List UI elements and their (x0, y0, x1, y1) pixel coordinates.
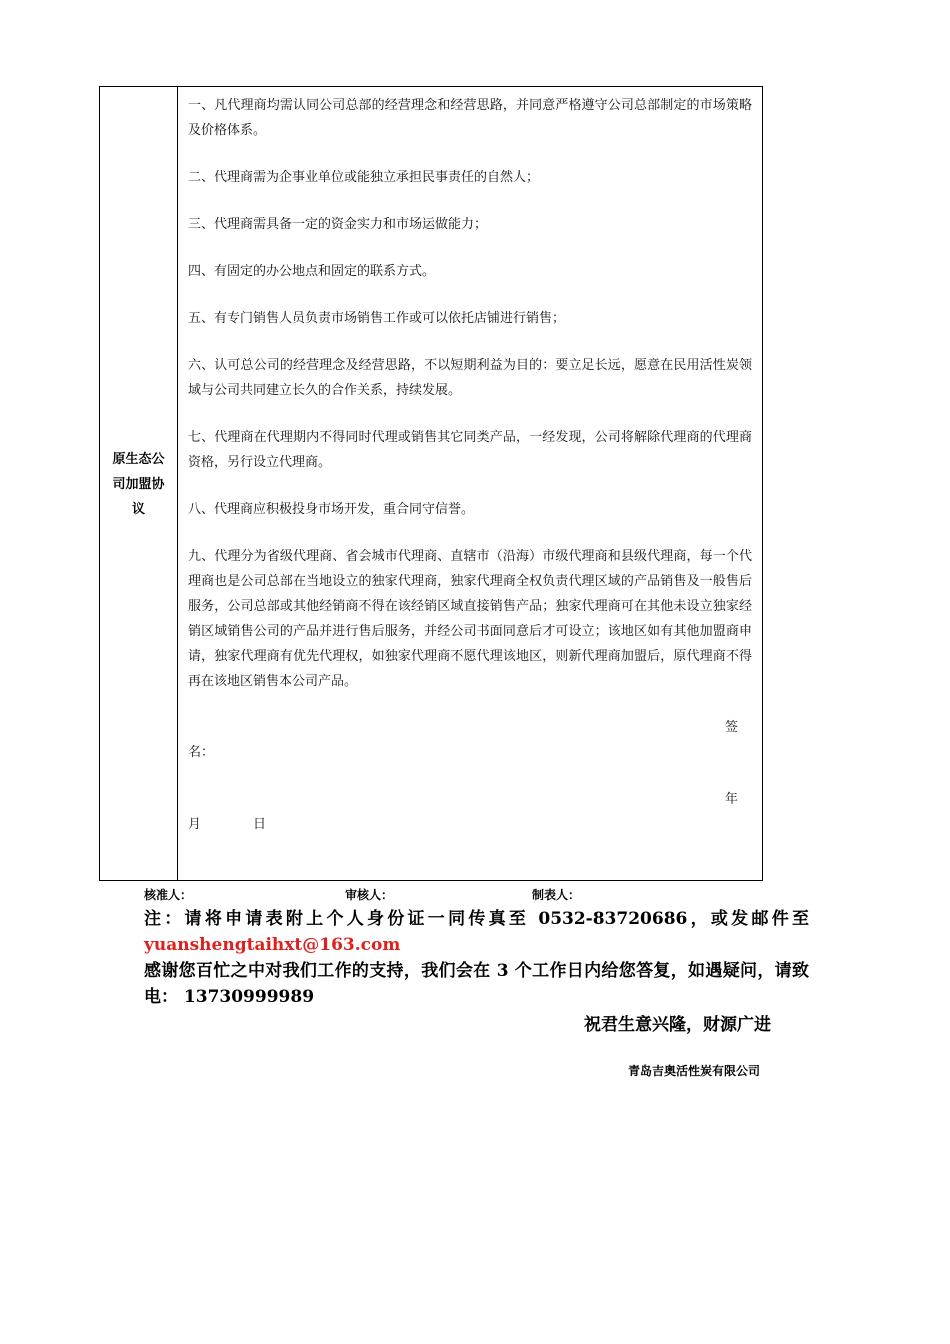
company-name: 青岛吉奥活性炭有限公司 (628, 1064, 761, 1078)
approver-label: 核准人： (144, 888, 193, 902)
signature-label-b: 名： (188, 745, 215, 760)
date-month-label: 月 (188, 817, 202, 832)
clause-4: 四、有固定的办公地点和固定的联系方式。 (188, 264, 436, 279)
date-month-day (188, 812, 752, 837)
signature-label-a: 签 (724, 720, 738, 735)
agreement-label: 原生态公司加盟协议 (112, 451, 165, 516)
date-day-label: 日 (253, 817, 267, 832)
clause-2: 二、代理商需为企事业单位或能独立承担民事责任的自然人； (188, 170, 540, 185)
table-left-label-cell (100, 87, 178, 880)
clause-8: 八、代理商应积极投身市场开发，重合同守信誉。 (188, 502, 475, 517)
clause-6: 六、认可总公司的经营理念及经营思路，不以短期利益为目的：要立足长远，愿意在民用活性炭领域与公司共同建立长久的合作关系，持续发展。 (188, 358, 752, 398)
clauses-cell (188, 93, 752, 837)
reviewer-label: 审核人： (345, 888, 394, 902)
clause-9: 九、代理分为省级代理商、省会城市代理商、直辖市（沿海）市级代理商和县级代理商，每一个代理商也是公司总部在当地设立的独家代理商，独家代理商全权负责代理区域的产品销售及一般售后服务，公司总部或其他经销商不得在该经销区域直接销售产品；独家代理商可在其他未设立独家经销区域销售公司的产品并进行售后服务，并经公司书面同意后才可设立；该地区如有其他加盟商申请，独家代理商有优先代理权，如独家代理商不愿代理该地区，则新代理商加盟后，原代理商不得再在该地区销售本公司产品。 (188, 549, 752, 689)
contact-email[interactable]: yuanshengtaihxt@163.com (144, 935, 401, 955)
agreement-table (99, 86, 763, 881)
clause-1: 一、凡代理商均需认同公司总部的经营理念和经营思路，并同意严格遵守公司总部制定的市场策略及价格体系。 (188, 98, 752, 138)
clause-5: 五、有专门销售人员负责市场销售工作或可以依托店铺进行销售； (188, 311, 566, 326)
maker-label: 制表人： (532, 888, 581, 902)
fax-note: 注：请将申请表附上个人身份证一同传真至 0532-83720686，或发邮件至 (144, 909, 809, 929)
signature-block (188, 715, 752, 837)
clause-7: 七、代理商在代理期内不得同时代理或销售其它同类产品，一经发现，公司将解除代理商的代理商资格，另行设立代理商。 (188, 430, 752, 470)
clause-3: 三、代理商需具备一定的资金实力和市场运做能力； (188, 217, 488, 232)
date-year-label: 年 (724, 792, 738, 807)
thanks-note: 感谢您百忙之中对我们工作的支持，我们会在 3 个工作日内给您答复，如遇疑问，请致电： 13730999989 (144, 961, 809, 1007)
blessing-text: 祝君生意兴隆，财源广进 (584, 1015, 771, 1035)
